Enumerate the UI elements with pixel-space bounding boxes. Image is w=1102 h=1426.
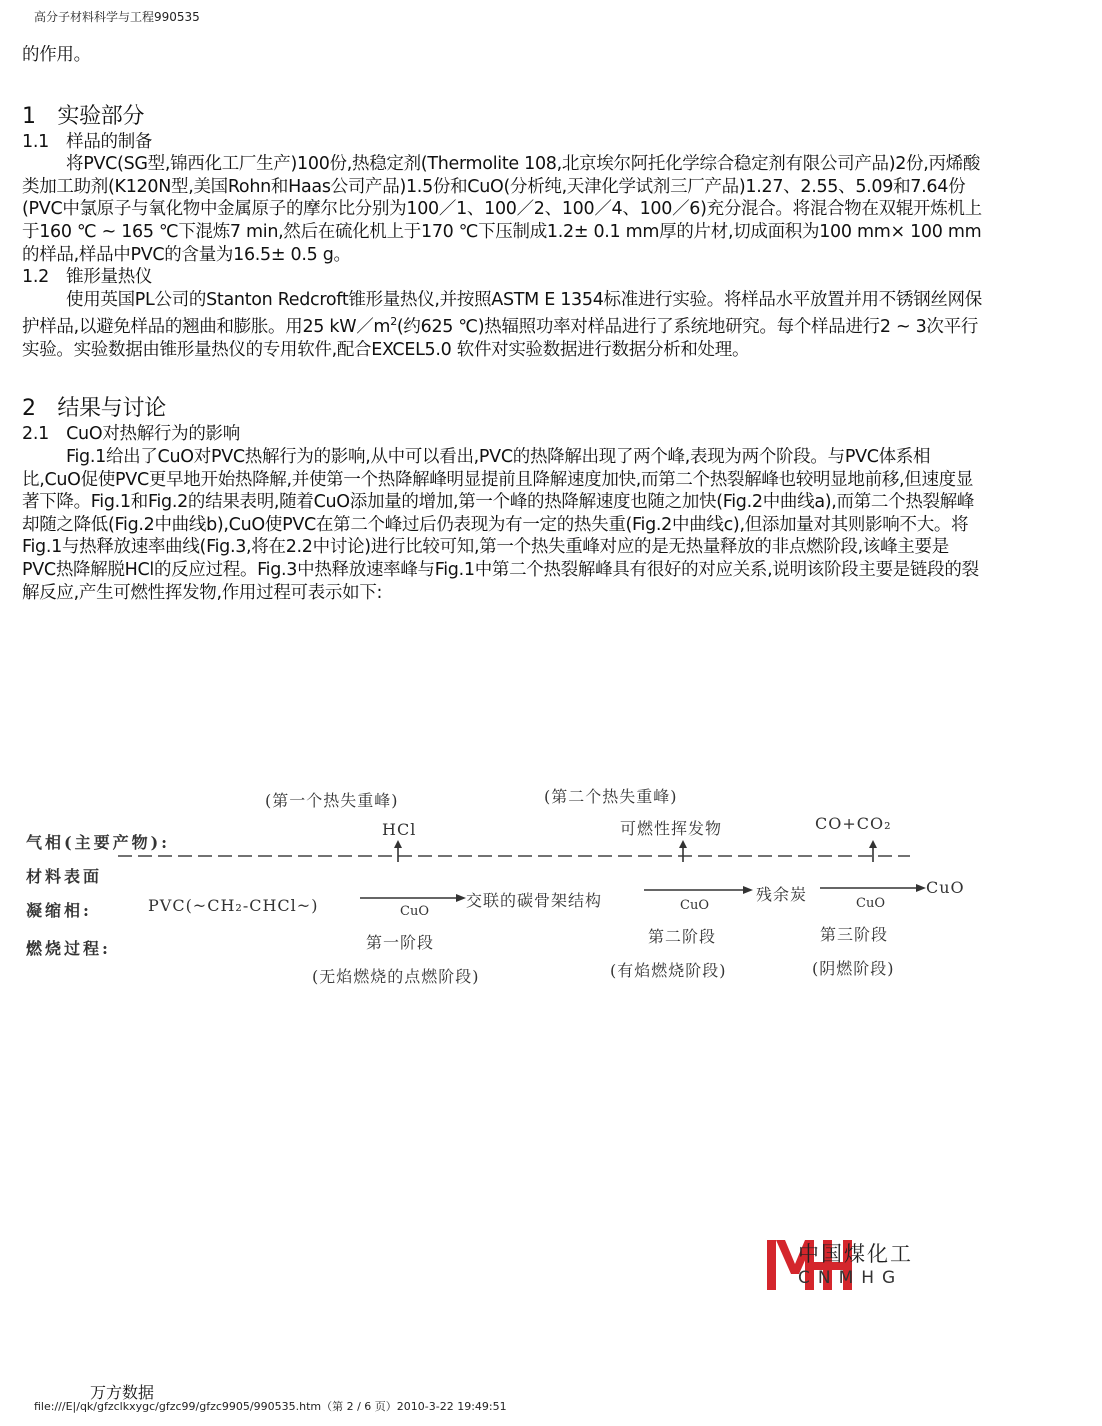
residual-char: 残余炭: [756, 885, 808, 904]
superscript-2: 2: [390, 315, 397, 329]
row-process-label: 燃烧过程:: [26, 939, 111, 958]
article-body: [22, 44, 982, 604]
crosslinked-carbon: 交联的碳骨架结构: [466, 891, 603, 910]
arrowhead-right-2: [743, 886, 753, 894]
logo-english-text: CNMHG: [798, 1268, 904, 1288]
gas-co: CO+CO₂: [815, 814, 892, 833]
section-2-1-paragraph: Fig.1给出了CuO对PVC热解行为的影响,从中可以看出,PVC的热降解出现了两个峰,表现为两个阶段。与PVC体系相比,CuO促使PVC更早地开始热降解,并使第一个热降解峰明显提前且降解速度加快,而第二个热裂解峰也较明显地前移,但速度显著下降。Fig.1和Fig.2的结果表明,随着CuO添加量的增加,第一个峰的热降解速度也随之加快(Fig.2中曲线a),而第二个热裂解峰却随之降低(Fig.2中曲线b),CuO使PVC在第二个峰过后仍表现为有一定的热失重(Fig.2中曲线c),但添加量对其则影响不大。将Fig.1与热释放速率曲线(Fig.3,将在2.2中讨论)进行比较可知,第一个热失重峰对应的是无热量释放的非点燃阶段,该峰主要是PVC热降解脱HCl的反应过程。Fig.3中热释放速率峰与Fig.1中第二个热裂解峰具有很好的对应关系,说明该阶段主要是链段的裂解反应,产生可燃性挥发物,作用过程可表示如下:: [22, 446, 979, 603]
reaction-scheme-figure: [20, 780, 965, 990]
page-header-title: 高分子材料科学与工程990535: [34, 10, 200, 24]
arrowhead-up-2: [679, 840, 687, 848]
file-path-footer: file:///E|/qk/gfzclkxygc/gfzc99/gfzc9905/990535.htm（第 2 / 6 页）2010-3-22 19:49:51: [34, 1400, 507, 1413]
pvc-formula: PVC(~CH₂-CHCl~): [148, 896, 319, 915]
stage-3-desc: (阴燃阶段): [812, 959, 895, 978]
wanfang-watermark: 万方数据: [90, 1383, 155, 1402]
arrowhead-up-1: [394, 840, 402, 848]
section-1-2-text-a: 使用英国PL公司的Stanton Redcroft锥形量热仪,并按照ASTM E 1354标准进行实验。将样品水平放置并用不锈钢丝网保护样品,以避免样品的翘曲和膨胀。用25 kW／m: [22, 289, 982, 338]
section-2-heading: 2 结果与讨论: [22, 396, 166, 422]
logo-chinese-text: 中国煤化工: [798, 1242, 913, 1266]
peak-2-label: (第二个热失重峰): [544, 787, 678, 806]
gas-volatiles: 可燃性挥发物: [620, 819, 723, 838]
intro-tail: 的作用。: [22, 45, 91, 65]
row-surface-label: 材料表面: [26, 864, 106, 887]
stage-2: 第二阶段: [648, 927, 717, 946]
arrowhead-right-1: [456, 894, 466, 902]
row-gas-label: 气相(主要产物):: [26, 833, 171, 852]
section-1-2-paragraph: [22, 289, 982, 362]
catalyst-1: CuO: [400, 904, 429, 919]
section-1-1-heading: 1.1 样品的制备: [22, 131, 153, 152]
stage-1-desc: (无焰燃烧的点燃阶段): [312, 967, 480, 986]
section-2-1-heading: 2.1 CuO对热解行为的影响: [22, 424, 240, 445]
peak-1-label: (第一个热失重峰): [265, 791, 399, 810]
section-1-2-heading: 1.2 锥形量热仪: [22, 267, 153, 288]
section-1-2-text-b: (约625 ℃)热辐照功率对样品进行了系统地研究。每个样品进行2 ~ 3次平行实验。实验数据由锥形量热仪的专用软件,配合EXCEL5.0 软件对实验数据进行数据分析和处理。: [22, 317, 979, 360]
arrowhead-up-3: [869, 840, 877, 848]
catalyst-2: CuO: [680, 898, 709, 913]
gas-hcl: HCl: [382, 820, 417, 839]
stage-2-desc: (有焰燃烧阶段): [610, 961, 727, 980]
scheme-lines: [20, 780, 950, 990]
final-cuo: CuO: [926, 878, 965, 897]
stage-1: 第一阶段: [366, 933, 435, 952]
arrowhead-right-3: [916, 884, 926, 892]
catalyst-3: CuO: [856, 896, 885, 911]
section-1-heading: 1 实验部分: [22, 103, 145, 129]
stage-3: 第三阶段: [820, 925, 889, 944]
row-condensed-label: 凝缩相:: [26, 901, 92, 920]
section-1-1-paragraph: 将PVC(SG型,锦西化工厂生产)100份,热稳定剂(Thermolite 108,北京埃尔阿托化学综合稳定剂有限公司产品)2份,丙烯酸类加工助剂(K120N型,美国Rohn和Haas公司产品)1.5份和CuO(分析纯,天津化学试剂三厂产品)1.27、2.55、5.09和7.64份(PVC中氯原子与氧化物中金属原子的摩尔比分别为100／1、100／2、100／4、100／6)充分混合。将混合物在双辊开炼机上于160 ℃ ~ 165 ℃下混炼7 min,然后在硫化机上于170 ℃下压制成1.2± 0.1 mm厚的片材,切成面积为100 mm× 100 mm的样品,样品中PVC的含量为16.5± 0.5 g。: [22, 154, 982, 265]
